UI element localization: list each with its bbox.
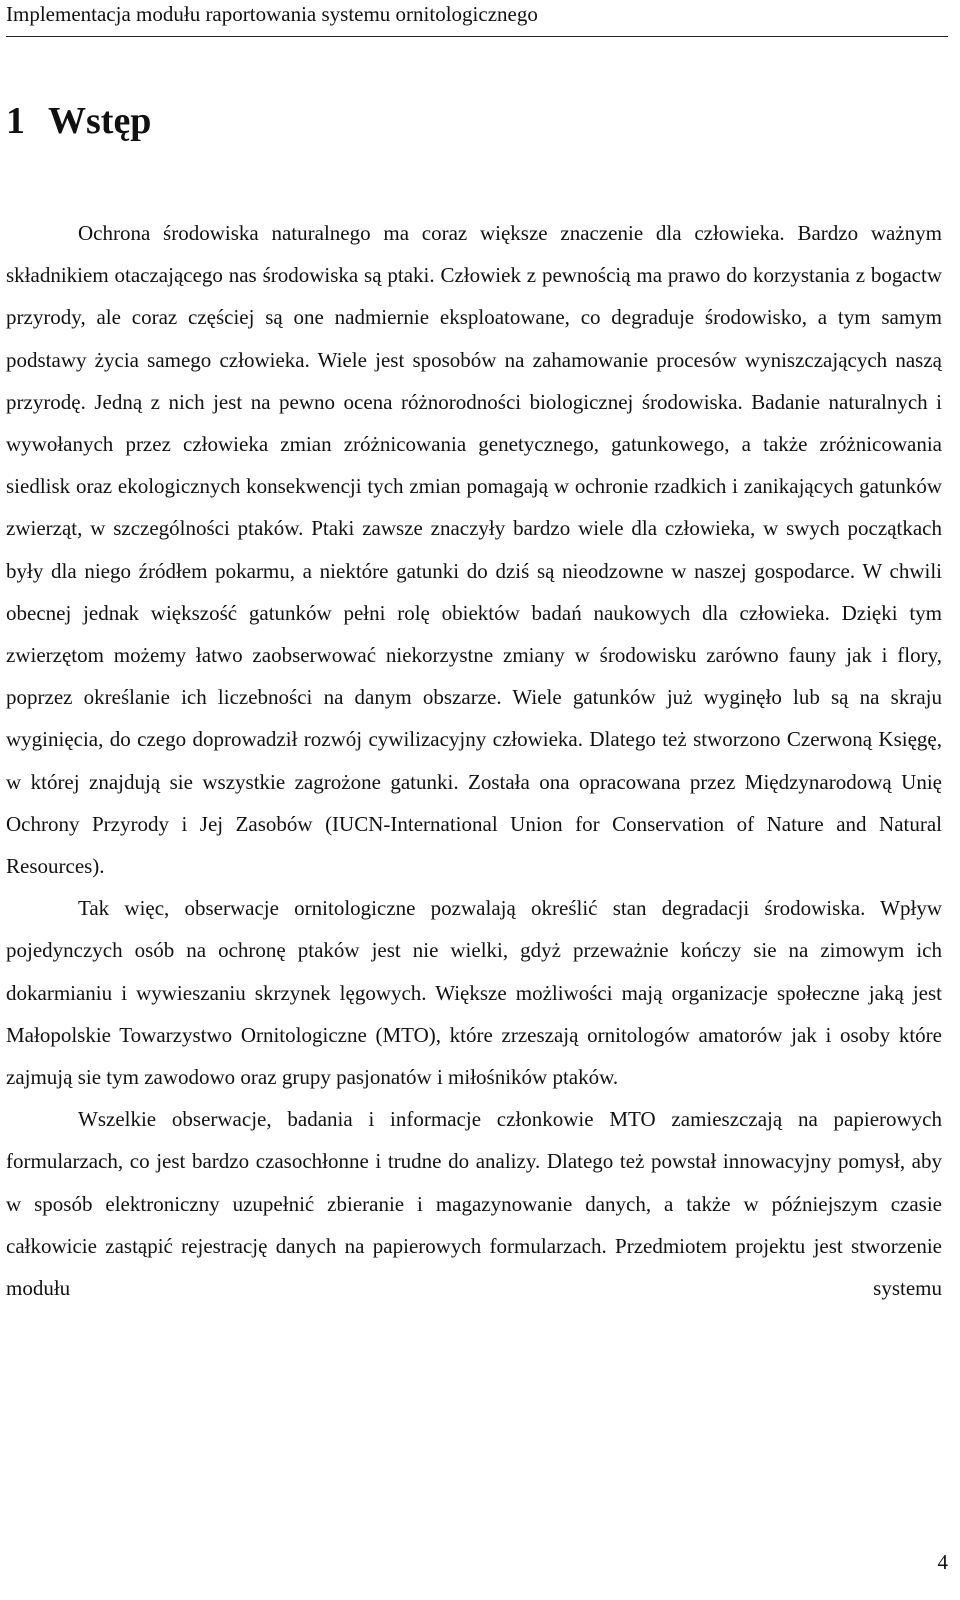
- paragraph: Ochrona środowiska naturalnego ma coraz większe znaczenie dla człowieka. Bardzo ważnym składnikiem otaczającego nas środowiska są ptaki. Człowiek z pewnością ma prawo do korzystania z bogactw przyrody, ale coraz częściej są one nadmiernie eksploatowane, co degraduje środowisko, a tym samym podstawy życia samego człowieka. Wiele jest sposobów na zahamowanie procesów wyniszczających naszą przyrodę. Jedną z nich jest na pewno ocena różnorodności biologicznej środowiska. Badanie naturalnych i wywołanych przez człowieka zmian zróżnicowania genetycznego, gatunkowego, a także zróżnicowania siedlisk oraz ekologicznych konsekwencji tych zmian pomagają w ochronie rzadkich i zanikających gatunków zwierząt, w szczególności ptaków. Ptaki zawsze znaczyły bardzo wiele dla człowieka, w swych początkach były dla niego źródłem pokarmu, a niektóre gatunki do dziś są nieodzowne w naszej gospodarce. W chwili obecnej jednak większość gatunków pełni rolę obiektów badań naukowych dla człowieka. Dzięki tym zwierzętom możemy łatwo zaobserwować niekorzystne zmiany w środowisku zarówno fauny jak i flory, poprzez określanie ich liczebności na danym obszarze. Wiele gatunków już wyginęło lub są na skraju wyginięcia, do czego doprowadził rozwój cywilizacyjny człowieka. Dlatego też stworzono Czerwoną Księgę, w której znajdują sie wszystkie zagrożone gatunki. Została ona opracowana przez Międzynarodową Unię Ochrony Przyrody i Jej Zasobów (IUCN-International Union for Conservation of Nature and Natural Resources).: [6, 221, 942, 879]
- chapter-title: Wstęp: [48, 100, 152, 142]
- page-number: 4: [937, 1550, 948, 1574]
- paragraph: Wszelkie obserwacje, badania i informacje członkowie MTO zamieszczają na papierowych formularzach, co jest bardzo czasochłonne i trudne do analizy. Dlatego też powstał innowacyjny pomysł, aby w sposób elektroniczny uzupełnić zbieranie i magazynowanie danych, a także w późniejszym czasie całkowicie zastąpić rejestrację danych na papierowych formularzach. Przedmiotem projektu jest stworzenie modułu systemu: [6, 1107, 942, 1301]
- paragraph: Tak więc, obserwacje ornitologiczne pozwalają określić stan degradacji środowiska. Wpływ pojedynczych osób na ochronę ptaków jest nie wielki, gdyż przeważnie kończy sie na zimowym ich dokarmianiu i wywieszaniu skrzynek lęgowych. Większe możliwości mają organizacje społeczne jaką jest Małopolskie Towarzystwo Ornitologiczne (MTO), które zrzeszają ornitologów amatorów jak i osoby które zajmują sie tym zawodowo oraz grupy pasjonatów i miłośników ptaków.: [6, 896, 942, 1090]
- running-header-title: Implementacja modułu raportowania systemu ornitologicznego: [6, 2, 538, 26]
- body-text: [6, 212, 942, 1309]
- chapter-number: 1: [6, 100, 25, 142]
- chapter-heading: [6, 96, 151, 146]
- running-header: [6, 0, 948, 37]
